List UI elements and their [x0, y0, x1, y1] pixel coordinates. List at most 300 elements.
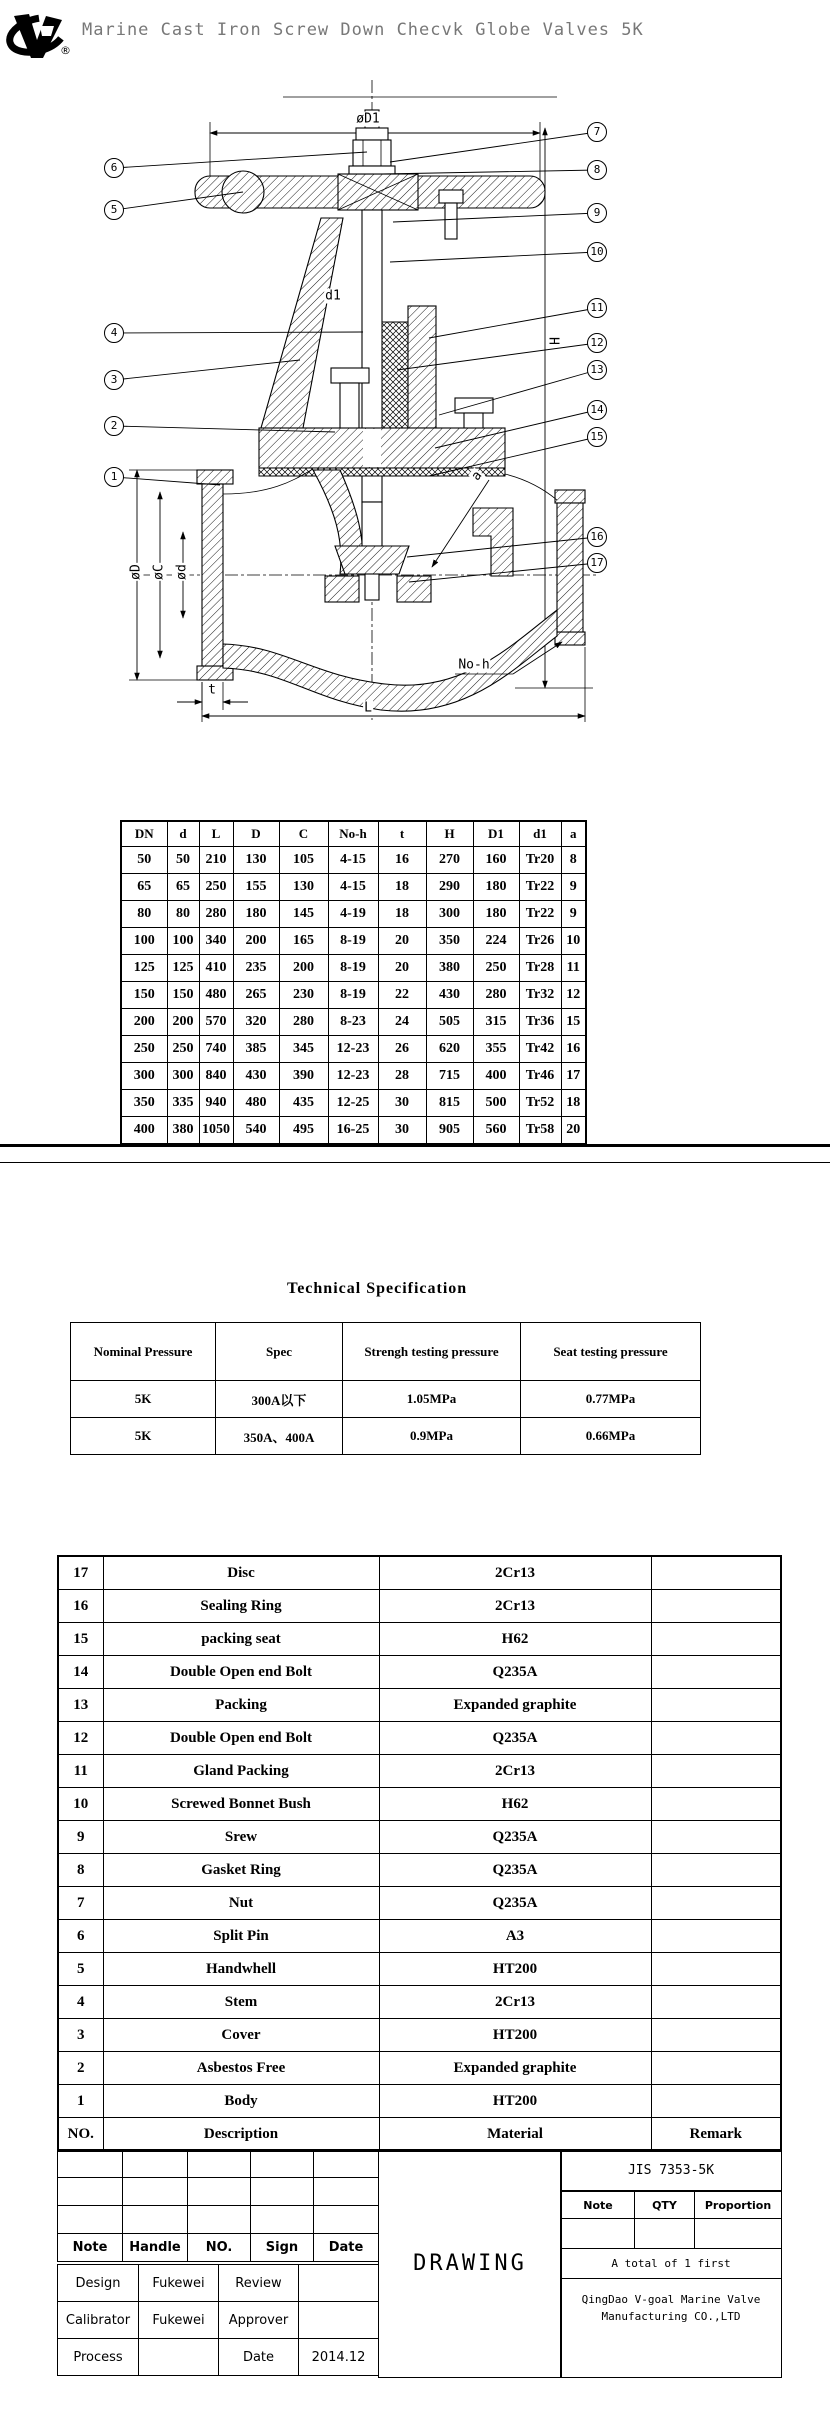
cell: 0.9MPa: [343, 1418, 521, 1455]
cell: 224: [473, 928, 519, 955]
parts-row: [58, 1556, 781, 1590]
header-cell: Spec: [216, 1323, 343, 1381]
cell: 4-15: [328, 874, 378, 901]
dimension-row: [121, 1117, 586, 1145]
cell: Srew: [103, 1821, 379, 1854]
cell: 0.66MPa: [521, 1418, 701, 1455]
header-cell: d: [167, 821, 199, 847]
empty-cell: [123, 2150, 188, 2178]
cell: 9: [561, 901, 586, 928]
cell: 235: [233, 955, 279, 982]
cell: 250: [199, 874, 233, 901]
cell: 715: [426, 1063, 473, 1090]
empty-cell: [58, 2178, 123, 2206]
dimension-row: [121, 1036, 586, 1063]
cell: 265: [233, 982, 279, 1009]
callout-7: 7: [587, 122, 607, 142]
cell: 250: [473, 955, 519, 982]
header-cell: Description: [103, 2118, 379, 2152]
cell: [651, 1590, 781, 1623]
cell: 1.05MPa: [343, 1381, 521, 1418]
cell: 355: [473, 1036, 519, 1063]
cell: Tr42: [519, 1036, 561, 1063]
cell: 620: [426, 1036, 473, 1063]
cell: [651, 1722, 781, 1755]
parts-row: [58, 1821, 781, 1854]
cell: 335: [167, 1090, 199, 1117]
cell: 20: [378, 928, 426, 955]
header-cell: C: [279, 821, 328, 847]
header-cell: DN: [121, 821, 167, 847]
cell: H62: [379, 1788, 651, 1821]
cell: Tr58: [519, 1117, 561, 1145]
dim-label-d1: d1: [325, 288, 341, 304]
cell: Gasket Ring: [103, 1854, 379, 1887]
cell: 16: [58, 1590, 103, 1623]
cell: 905: [426, 1117, 473, 1145]
header-cell: D1: [473, 821, 519, 847]
cell: [651, 2085, 781, 2118]
empty-cell: [58, 2206, 123, 2234]
cell: Double Open end Bolt: [103, 1656, 379, 1689]
header-cell: Proportion: [695, 2192, 782, 2219]
cell: Gland Packing: [103, 1755, 379, 1788]
cell: 18: [561, 1090, 586, 1117]
cell: 560: [473, 1117, 519, 1145]
cell: 400: [473, 1063, 519, 1090]
callout-8: 8: [587, 160, 607, 180]
cell: 480: [233, 1090, 279, 1117]
cell: 16: [561, 1036, 586, 1063]
spec-table: [70, 1322, 701, 1455]
cell: Tr22: [519, 901, 561, 928]
qty-empty-row: [562, 2219, 782, 2249]
cell: 495: [279, 1117, 328, 1145]
dimension-row: [121, 901, 586, 928]
cell: Approver: [219, 2302, 299, 2339]
cell: 300: [426, 901, 473, 928]
cell: 180: [473, 901, 519, 928]
dimension-row: [121, 847, 586, 874]
callout-11: 11: [587, 298, 607, 318]
cell: 280: [199, 901, 233, 928]
cell: 570: [199, 1009, 233, 1036]
cell: 80: [167, 901, 199, 928]
header-cell: a: [561, 821, 586, 847]
dim-label-od: ød: [174, 564, 190, 580]
page-title: Marine Cast Iron Screw Down Checvk Globe Valves 5K: [82, 20, 644, 40]
cell: 155: [233, 874, 279, 901]
cell: 22: [378, 982, 426, 1009]
dim-label-od1: øD1: [356, 111, 380, 127]
header-cell: Remark: [651, 2118, 781, 2152]
standard-code: JIS 7353-5K: [561, 2150, 781, 2191]
cell: Body: [103, 2085, 379, 2118]
callout-17: 17: [587, 553, 607, 573]
titleblock-empty-row: [58, 2178, 379, 2206]
cell: 16: [378, 847, 426, 874]
cell: 4-19: [328, 901, 378, 928]
cell: 150: [121, 982, 167, 1009]
cell: 350A、400A: [216, 1418, 343, 1455]
company-name: [561, 2279, 781, 2389]
cell: 340: [199, 928, 233, 955]
cell: [651, 1887, 781, 1920]
parts-row: [58, 1788, 781, 1821]
cell: 290: [426, 874, 473, 901]
cell: 380: [167, 1117, 199, 1145]
cell: 2Cr13: [379, 1556, 651, 1590]
cell: 14: [58, 1656, 103, 1689]
parts-row: [58, 2019, 781, 2052]
header-cell: Date: [314, 2234, 379, 2262]
callout-15: 15: [587, 427, 607, 447]
header-cell: No-h: [328, 821, 378, 847]
cell: 2014.12: [299, 2339, 379, 2376]
callout-2: 2: [104, 416, 124, 436]
cell: 180: [473, 874, 519, 901]
cell: Handwhell: [103, 1953, 379, 1986]
cell: 105: [279, 847, 328, 874]
cell: Split Pin: [103, 1920, 379, 1953]
callout-1: 1: [104, 467, 124, 487]
cell: Date: [219, 2339, 299, 2376]
dimension-row: [121, 955, 586, 982]
titleblock-note-grid: [57, 2149, 379, 2262]
cell: 2Cr13: [379, 1986, 651, 2019]
cell: [651, 1986, 781, 2019]
header-cell: Seat testing pressure: [521, 1323, 701, 1381]
cell: 28: [378, 1063, 426, 1090]
cell: 8-23: [328, 1009, 378, 1036]
cell: 12-23: [328, 1036, 378, 1063]
cell: 350: [426, 928, 473, 955]
parts-row: [58, 1920, 781, 1953]
cell: 20: [378, 955, 426, 982]
cell: 10: [58, 1788, 103, 1821]
cell: 150: [167, 982, 199, 1009]
cell: 200: [233, 928, 279, 955]
cell: Tr46: [519, 1063, 561, 1090]
cell: A3: [379, 1920, 651, 1953]
parts-row: [58, 1887, 781, 1920]
cell: Nut: [103, 1887, 379, 1920]
cell: 100: [167, 928, 199, 955]
cell: 480: [199, 982, 233, 1009]
cell: [651, 1689, 781, 1722]
empty-cell: [695, 2219, 782, 2249]
cell: 7: [58, 1887, 103, 1920]
spec-section-title: Technical Specification: [287, 1280, 468, 1297]
cell: 160: [473, 847, 519, 874]
dimension-row: [121, 874, 586, 901]
cell: Q235A: [379, 1656, 651, 1689]
header-cell: H: [426, 821, 473, 847]
header-cell: NO.: [58, 2118, 103, 2152]
cell: 9: [561, 874, 586, 901]
cell: Q235A: [379, 1722, 651, 1755]
cell: [651, 1953, 781, 1986]
cell: 9: [58, 1821, 103, 1854]
cell: 30: [378, 1090, 426, 1117]
header-cell: Material: [379, 2118, 651, 2152]
company-line2: Manufacturing CO.,LTD: [601, 2310, 741, 2323]
empty-cell: [251, 2150, 314, 2178]
cell: 430: [426, 982, 473, 1009]
cell: 840: [199, 1063, 233, 1090]
cell: 15: [58, 1623, 103, 1656]
cell: Calibrator: [58, 2302, 139, 2339]
cell: 15: [561, 1009, 586, 1036]
spec-row: [71, 1418, 701, 1455]
empty-cell: [188, 2206, 251, 2234]
cell: 5K: [71, 1381, 216, 1418]
parts-row: [58, 1623, 781, 1656]
header-cell: NO.: [188, 2234, 251, 2262]
cell: 430: [233, 1063, 279, 1090]
cell: 17: [58, 1556, 103, 1590]
drawing-box: [378, 2149, 562, 2378]
cell: 1050: [199, 1117, 233, 1145]
dim-label-t: t: [208, 682, 216, 698]
cell: Cover: [103, 2019, 379, 2052]
titleblock-row: [58, 2339, 379, 2376]
parts-row: [58, 1689, 781, 1722]
header-cell: d1: [519, 821, 561, 847]
cell: 540: [233, 1117, 279, 1145]
cell: [651, 1920, 781, 1953]
cell: 345: [279, 1036, 328, 1063]
empty-cell: [314, 2178, 379, 2206]
cell: 505: [426, 1009, 473, 1036]
parts-list-footer: [58, 2118, 781, 2152]
registered-mark: ®: [60, 44, 71, 57]
cell: [139, 2339, 219, 2376]
cell: Fukewei: [139, 2265, 219, 2302]
company-line1: QingDao V-goal Marine Valve: [581, 2293, 761, 2306]
callout-3: 3: [104, 370, 124, 390]
dimension-row: [121, 1090, 586, 1117]
header-cell: t: [378, 821, 426, 847]
cell: 13: [58, 1689, 103, 1722]
parts-row: [58, 2085, 781, 2118]
dimension-row: [121, 928, 586, 955]
cell: 17: [561, 1063, 586, 1090]
cell: 435: [279, 1090, 328, 1117]
cell: Review: [219, 2265, 299, 2302]
cell: 390: [279, 1063, 328, 1090]
cell: 65: [121, 874, 167, 901]
cell: 0.77MPa: [521, 1381, 701, 1418]
header-cell: Strengh testing pressure: [343, 1323, 521, 1381]
cell: Stem: [103, 1986, 379, 2019]
cell: 11: [58, 1755, 103, 1788]
cell: Tr22: [519, 874, 561, 901]
cell: Tr26: [519, 928, 561, 955]
total-note: A total of 1 first: [561, 2249, 781, 2279]
parts-list-table: [57, 1555, 782, 2152]
parts-row: [58, 1854, 781, 1887]
divider-thick: [0, 1144, 830, 1147]
cell: [299, 2265, 379, 2302]
cell: 18: [378, 874, 426, 901]
cell: 130: [279, 874, 328, 901]
dim-label-a: a: [468, 468, 486, 484]
header-cell: Nominal Pressure: [71, 1323, 216, 1381]
cell: 4-15: [328, 847, 378, 874]
cell: 26: [378, 1036, 426, 1063]
cell: [651, 1788, 781, 1821]
cell: 8: [561, 847, 586, 874]
parts-row: [58, 1590, 781, 1623]
cell: 200: [167, 1009, 199, 1036]
cell: 280: [473, 982, 519, 1009]
dim-label-oC: øC: [151, 564, 167, 580]
drawing-label: DRAWING: [413, 2251, 527, 2276]
titleblock-header-row: [58, 2234, 379, 2262]
dim-label-oD: øD: [128, 564, 144, 580]
cell: Asbestos Free: [103, 2052, 379, 2085]
empty-cell: [635, 2219, 695, 2249]
cell: 3: [58, 2019, 103, 2052]
dim-label-noh: No-h: [458, 657, 490, 673]
header-cell: Note: [58, 2234, 123, 2262]
callout-9: 9: [587, 203, 607, 223]
empty-cell: [251, 2206, 314, 2234]
dim-label-L: L: [364, 700, 372, 716]
cell: Tr36: [519, 1009, 561, 1036]
cell: 65: [167, 874, 199, 901]
cell: Tr28: [519, 955, 561, 982]
cell: Tr52: [519, 1090, 561, 1117]
cell: 11: [561, 955, 586, 982]
cell: [299, 2302, 379, 2339]
cell: 50: [121, 847, 167, 874]
cell: 2Cr13: [379, 1755, 651, 1788]
cell: [651, 2052, 781, 2085]
cell: Tr32: [519, 982, 561, 1009]
callout-layer: [0, 0, 830, 800]
cell: Screwed Bonnet Bush: [103, 1788, 379, 1821]
cell: 350: [121, 1090, 167, 1117]
header-cell: Sign: [251, 2234, 314, 2262]
cell: 270: [426, 847, 473, 874]
header-cell: QTY: [635, 2192, 695, 2219]
cell: [651, 2019, 781, 2052]
cell: Design: [58, 2265, 139, 2302]
parts-row: [58, 1755, 781, 1788]
titleblock-row: [58, 2265, 379, 2302]
divider-thin: [0, 1162, 830, 1163]
cell: 125: [167, 955, 199, 982]
callout-5: 5: [104, 200, 124, 220]
cell: 12: [58, 1722, 103, 1755]
cell: [651, 1821, 781, 1854]
cell: 165: [279, 928, 328, 955]
cell: 500: [473, 1090, 519, 1117]
cell: Expanded graphite: [379, 2052, 651, 2085]
callout-16: 16: [587, 527, 607, 547]
callout-6: 6: [104, 158, 124, 178]
cell: 410: [199, 955, 233, 982]
dimension-row: [121, 1063, 586, 1090]
cell: 385: [233, 1036, 279, 1063]
empty-cell: [314, 2206, 379, 2234]
callout-10: 10: [587, 242, 607, 262]
header-cell: D: [233, 821, 279, 847]
parts-row: [58, 1953, 781, 1986]
cell: 145: [279, 901, 328, 928]
cell: 125: [121, 955, 167, 982]
cell: [651, 1556, 781, 1590]
dim-label-h: H: [548, 337, 564, 345]
cell: 18: [378, 901, 426, 928]
header-cell: Note: [562, 2192, 635, 2219]
cell: 8-19: [328, 928, 378, 955]
callout-12: 12: [587, 333, 607, 353]
cell: 300: [121, 1063, 167, 1090]
titleblock-sign-grid: [57, 2264, 379, 2376]
cell: Q235A: [379, 1854, 651, 1887]
spec-table-header: [71, 1323, 701, 1381]
cell: Packing: [103, 1689, 379, 1722]
parts-row: [58, 2052, 781, 2085]
parts-row: [58, 1656, 781, 1689]
cell: 380: [426, 955, 473, 982]
titleblock-empty-row: [58, 2150, 379, 2178]
cell: 8-19: [328, 982, 378, 1009]
cell: 10: [561, 928, 586, 955]
cell: 5K: [71, 1418, 216, 1455]
cell: 250: [167, 1036, 199, 1063]
cell: 12-25: [328, 1090, 378, 1117]
empty-cell: [188, 2150, 251, 2178]
cell: 16-25: [328, 1117, 378, 1145]
titleblock-empty-row: [58, 2206, 379, 2234]
cell: 180: [233, 901, 279, 928]
cell: Q235A: [379, 1887, 651, 1920]
cell: 8-19: [328, 955, 378, 982]
cell: Disc: [103, 1556, 379, 1590]
titleblock-right: [560, 2149, 782, 2378]
empty-cell: [188, 2178, 251, 2206]
cell: Q235A: [379, 1821, 651, 1854]
titleblock-row: [58, 2302, 379, 2339]
cell: 2: [58, 2052, 103, 2085]
cell: 100: [121, 928, 167, 955]
cell: [651, 1755, 781, 1788]
parts-row: [58, 1986, 781, 2019]
dimension-table-header: [121, 821, 586, 847]
cell: [651, 1656, 781, 1689]
cell: 250: [121, 1036, 167, 1063]
header-cell: L: [199, 821, 233, 847]
cell: 50: [167, 847, 199, 874]
cell: 230: [279, 982, 328, 1009]
qty-header-row: [562, 2192, 782, 2219]
empty-cell: [251, 2178, 314, 2206]
callout-4: 4: [104, 323, 124, 343]
cell: 12-23: [328, 1063, 378, 1090]
cell: 300: [167, 1063, 199, 1090]
cell: 4: [58, 1986, 103, 2019]
cell: [651, 1854, 781, 1887]
spec-row: [71, 1381, 701, 1418]
cell: 6: [58, 1920, 103, 1953]
cell: 320: [233, 1009, 279, 1036]
cell: Expanded graphite: [379, 1689, 651, 1722]
cell: 940: [199, 1090, 233, 1117]
